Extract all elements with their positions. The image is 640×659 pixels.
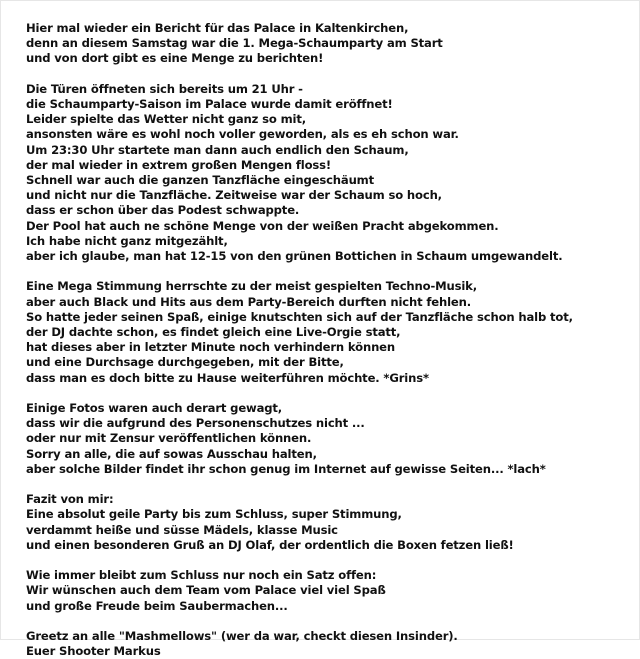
text-line: dass wir die aufgrund des Personenschutzes nicht ...: [26, 416, 365, 431]
text-line: aber auch Black und Hits aus dem Party-Bereich durften nicht fehlen.: [26, 294, 471, 309]
text-line: Die Türen öffneten sich bereits um 21 Uhr -: [26, 81, 303, 96]
text-line: Leider spielte das Wetter nicht ganz so mit,: [26, 112, 306, 127]
text-line: aber ich glaube, man hat 12-15 von den grünen Bottichen in Schaum umgewandelt.: [26, 249, 563, 264]
text-line: dass man es doch bitte zu Hause weiterführen möchte. *Grins*: [26, 370, 429, 385]
text-line: Eine Mega Stimmung herrschte zu der meist gespielten Techno-Musik,: [26, 279, 477, 294]
paragraph-event: [26, 82, 631, 264]
text-line: dass er schon über das Podest schwappte.: [26, 203, 300, 218]
text-line: und von dort gibt es eine Menge zu berichten!: [26, 51, 324, 66]
paragraph-conclusion: [26, 492, 631, 553]
text-line: Schnell war auch die ganzen Tanzfläche eingeschäumt: [26, 173, 374, 188]
text-line: Einige Fotos waren auch derart gewagt,: [26, 401, 283, 416]
paragraph-mood: [26, 279, 631, 385]
text-line: und nicht nur die Tanzfläche. Zeitweise war der Schaum so hoch,: [26, 188, 442, 203]
text-line: oder nur mit Zensur veröffentlichen können.: [26, 431, 312, 446]
text-line: und große Freude beim Saubermachen...: [26, 598, 288, 613]
text-line: Um 23:30 Uhr startete man dann auch endlich den Schaum,: [26, 142, 409, 157]
text-line: ansonsten wäre es wohl noch voller geworden, als es eh schon war.: [26, 127, 459, 142]
text-line: und einen besonderen Gruß an DJ Olaf, der ordentlich die Boxen fetzen ließ!: [26, 537, 514, 552]
text-line: Sorry an alle, die auf sowas Ausschau halten,: [26, 446, 317, 461]
text-line: der DJ dachte schon, es findet gleich eine Live-Orgie statt,: [26, 325, 401, 340]
text-line: hat dieses aber in letzter Minute noch verhindern können: [26, 340, 396, 355]
text-line: Eine absolut geile Party bis zum Schluss, super Stimmung,: [26, 507, 402, 522]
paragraph-photos: [26, 401, 631, 477]
text-line: aber solche Bilder findet ihr schon genug im Internet auf gewisse Seiten... *lach*: [26, 461, 546, 476]
text-line: Wie immer bleibt zum Schluss nur noch ein Satz offen:: [26, 568, 377, 583]
paragraph-intro: [26, 21, 631, 67]
text-line: Fazit von mir:: [26, 492, 114, 507]
text-line: und eine Durchsage durchgegeben, mit der Bitte,: [26, 355, 344, 370]
report-text: [26, 21, 631, 659]
author-signature: Euer Shooter Markus: [26, 644, 161, 659]
text-line: verdammt heiße und süsse Mädels, klasse Music: [26, 522, 338, 537]
paragraph-signature: [26, 629, 631, 659]
text-line: So hatte jeder seinen Spaß, einige knutschten sich auf der Tanzfläche schon halb tot,: [26, 309, 573, 324]
text-line: Der Pool hat auch ne schöne Menge von der weißen Pracht abgekommen.: [26, 218, 499, 233]
text-line: die Schaumparty-Saison im Palace wurde damit eröffnet!: [26, 97, 393, 111]
paragraph-closing: [26, 568, 631, 614]
text-line: denn an diesem Samstag war die 1. Mega-Schaumparty am Start: [26, 36, 443, 51]
text-line: Greetz an alle "Mashmellows" (wer da war, checkt diesen Insinder).: [26, 629, 458, 644]
text-line: Wir wünschen auch dem Team vom Palace viel viel Spaß: [26, 583, 386, 598]
text-line: Hier mal wieder ein Bericht für das Palace in Kaltenkirchen,: [26, 21, 409, 35]
text-line: der mal wieder in extrem großen Mengen floss!: [26, 157, 332, 172]
text-line: Ich habe nicht ganz mitgezählt,: [26, 233, 228, 248]
